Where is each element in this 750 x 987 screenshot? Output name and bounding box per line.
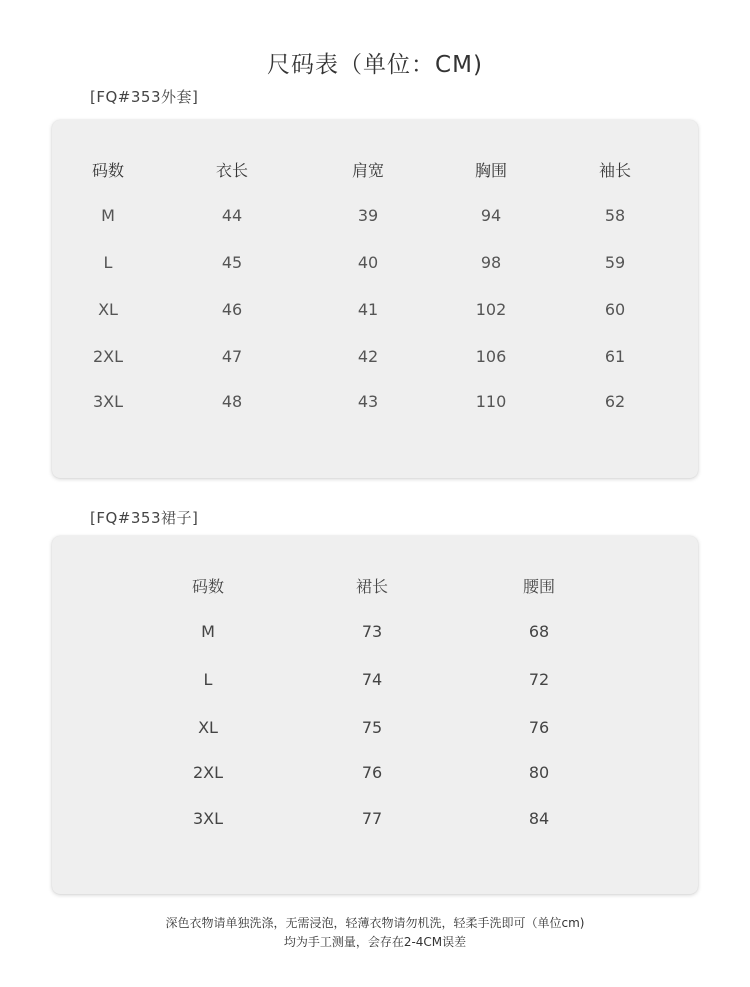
skirt-section-label: [FQ#353裙子] [90,509,199,527]
jacket-table-cell: 60 [604,300,626,319]
jacket-table-cell: 45 [221,253,243,272]
jacket-table-cell: 41 [357,300,379,319]
jacket-table-cell: 62 [604,392,626,411]
jacket-table-cell: 94 [480,206,502,225]
skirt-table-cell: 3XL [192,809,224,828]
jacket-header-cell: 袖长 [598,161,632,180]
jacket-header-cell: 衣长 [215,161,249,180]
skirt-table-cell: 72 [528,670,550,689]
jacket-table-cell: 39 [357,206,379,225]
skirt-size-table [52,536,698,894]
skirt-table-cell: 77 [361,809,383,828]
jacket-table-cell: 46 [221,300,243,319]
jacket-table-cell: 106 [475,347,507,366]
jacket-table-cell: 44 [221,206,243,225]
skirt-header-cell: 裙长 [355,577,389,596]
jacket-table-cell: 102 [475,300,507,319]
jacket-size-table [52,120,698,478]
jacket-table-cell: M [101,206,115,225]
jacket-header-cell: 肩宽 [351,161,385,180]
skirt-table-cell: XL [198,718,218,737]
jacket-table-cell: 58 [604,206,626,225]
jacket-table-cell: 48 [221,392,243,411]
skirt-table-cell: 73 [361,622,383,641]
jacket-table-cell: 61 [604,347,626,366]
jacket-table-cell: L [103,253,113,272]
jacket-table-cell: 40 [357,253,379,272]
skirt-table-cell: 2XL [192,763,224,782]
jacket-table-cell: 98 [480,253,502,272]
skirt-table-cell: M [201,622,215,641]
jacket-table-cell: 2XL [92,347,124,366]
jacket-table-cell: XL [98,300,118,319]
jacket-table-cell: 42 [357,347,379,366]
skirt-table-cell: 75 [361,718,383,737]
skirt-header-cell: 腰围 [522,577,556,596]
jacket-table-cell: 47 [221,347,243,366]
skirt-table-cell: 84 [528,809,550,828]
page-title: 尺码表（单位：CM) [267,52,483,78]
jacket-table-cell: 59 [604,253,626,272]
care-instructions: 深色衣物请单独洗涤，无需浸泡，轻薄衣物请勿机洗，轻柔手洗即可（单位cm) [165,916,585,930]
jacket-header-cell: 胸围 [474,161,508,180]
jacket-header-cell: 码数 [91,161,125,180]
jacket-section-label: [FQ#353外套] [90,88,199,106]
jacket-table-cell: 3XL [92,392,124,411]
skirt-header-cell: 码数 [191,577,225,596]
jacket-table-cell: 43 [357,392,379,411]
skirt-table-cell: 68 [528,622,550,641]
skirt-table-cell: L [203,670,213,689]
skirt-table-cell: 76 [361,763,383,782]
skirt-table-cell: 74 [361,670,383,689]
measurement-note: 均为手工测量，会存在2-4CM误差 [283,935,467,949]
jacket-table-cell: 110 [475,392,507,411]
skirt-table-cell: 80 [528,763,550,782]
skirt-table-cell: 76 [528,718,550,737]
